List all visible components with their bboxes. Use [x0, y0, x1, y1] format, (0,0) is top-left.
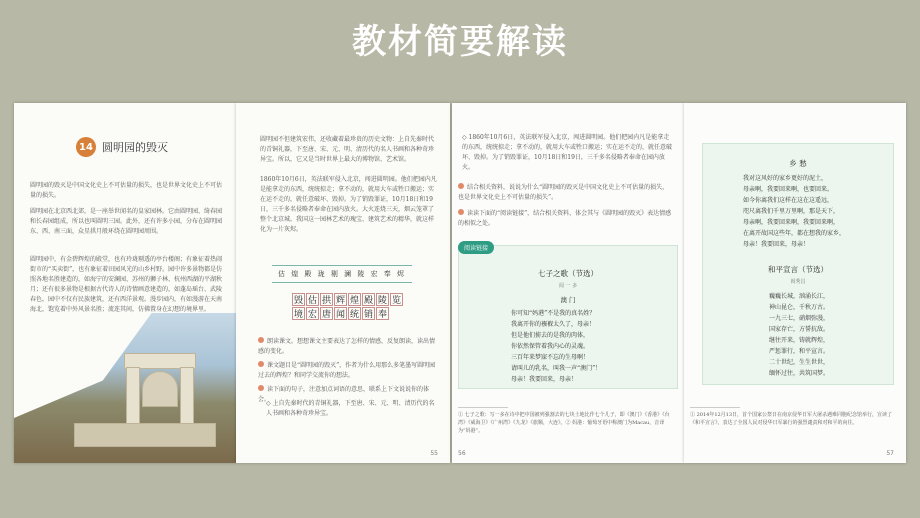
question-3-sentence: ◇ 上自先秦时代的青铜礼器，下至唐、宋、元、明、清历代的名人书画和各种奇珍异宝。 — [266, 400, 435, 417]
poem2-author: 阎秀昌 — [790, 279, 806, 285]
question-5: 读读下面的“阅读链接”，结合相关资料，体会其与《圆明园的毁灭》表达情感的相似之处。 — [458, 210, 672, 227]
poem1-title: 乡 愁 — [789, 159, 807, 168]
poem-line: 母亲啊，我要回来啊，我要回来啊， — [743, 219, 840, 226]
reading-link-badge: 阅读链接 — [458, 241, 494, 254]
footnote-divider — [690, 407, 740, 408]
grid-character: 陵 — [376, 293, 389, 306]
grid-character: 奉 — [376, 307, 389, 320]
poem-line: 巍巍长城，汹涌长江， — [769, 293, 830, 300]
lesson-title: 圆明园的毁灭 — [102, 141, 168, 154]
poem-line: 你可知“妈港”不是我的真名姓？ — [511, 310, 596, 317]
question-1: 朗读课文。想想课文主要表达了怎样的情感，反复朗读，读出情感的变化。 — [258, 338, 436, 355]
grid-character: 宏 — [306, 307, 319, 320]
poem-line: 母亲啊，我要回来啊，也要回来。 — [743, 186, 834, 193]
poem-line: 三百年来梦寐不忘的生母啊！ — [511, 354, 590, 361]
poem-lines — [459, 308, 677, 385]
poem-line: 二十世纪，生生世世， — [769, 359, 830, 366]
grid-character: 唐 — [320, 307, 333, 320]
question-4: 结合相关资料，说说为什么“圆明园的毁灭是中国文化史上不可估量的损失，也是世界文化史上不可估量的损失”。 — [458, 184, 669, 201]
lesson-heading — [76, 137, 168, 157]
grid-character: 销 — [362, 307, 375, 320]
lesson-number-badge: 14 — [76, 137, 96, 157]
bullet-icon — [258, 337, 264, 343]
poem-author: 闻 一 多 — [558, 283, 578, 289]
grid-character: 览 — [390, 293, 403, 306]
new-characters-line: 估 煌 殿 珑 剔 澜 陵 宏 奉 烬 — [272, 265, 412, 283]
write-characters-grid — [292, 293, 403, 320]
poem2-lines — [703, 291, 893, 379]
grid-character: 煌 — [348, 293, 361, 306]
bullet-icon — [258, 361, 264, 367]
ruins-photo — [14, 313, 236, 463]
poem-line: 母亲！我要回来，母亲！ — [743, 241, 810, 248]
paragraph-4: 圆明园不但建筑宏伟，还收藏着最珍贵的历史文物：上自先秦时代的青铜礼器，下至唐、宋、元、明、清历代的名人书画和各种奇珍异宝。所以，它又是当时世界上最大的博物馆、艺术馆。 — [260, 136, 435, 163]
bullet-icon — [458, 183, 464, 189]
grid-character: 统 — [348, 307, 361, 320]
grid-character: 辉 — [334, 293, 347, 306]
poem-line: 你依然保管着我内心的灵魂。 — [511, 343, 590, 350]
poem2-title: 和平宣言（节选） — [768, 265, 828, 274]
poem-line: 请叫儿的乳名，叫我一声“澳门”！ — [511, 365, 602, 372]
ruin-rubble — [74, 423, 216, 447]
poem-line: 继往开来，铸就辉煌， — [769, 337, 830, 344]
poem-line: 如今你离我们这样在这在这遥远， — [743, 197, 834, 204]
question-3: 读下面的句子，注意加点词语的意思，联系上下文说说你的体会。 — [258, 386, 430, 403]
footnote: ① 2014年12月13日，首个国家公祭日在南京侵华日军大屠杀遇难同胞纪念馆举行，宣读了《和平宣言》，表达了全国人民对侵华日军暴行的强烈谴责和对和平的向往。 — [690, 412, 893, 426]
poem-line: 但是他们掳去的是我的肉体， — [511, 332, 590, 339]
poem-line: 母亲！我要回来，母亲！ — [511, 376, 578, 383]
page-number: 55 — [430, 450, 438, 457]
paragraph-3: 圆明园中，有金碧辉煌的殿堂，也有玲珑剔透的亭台楼阁；有象征着热闹街市的“买卖街”，也有象征着田园风光的山乡村野。园中许多景物都是仿照各地名胜建造的，如海宁的安澜园、苏州的狮子林、杭州西湖的平湖秋月；还有很多景物是根据古代诗人的诗情画意建造的，如蓬岛瑶台、武陵春色。园中不仅有民族建筑，还有西洋景观。漫步园内，有如漫游在天南海北，饱览着中外风景名胜；流连其间，仿佛置身在幻想的境界里。 — [30, 256, 223, 313]
page-number: 56 — [458, 450, 466, 457]
grid-character: 拱 — [320, 293, 333, 306]
grid-character: 毁 — [292, 293, 305, 306]
footnote-divider — [458, 407, 508, 408]
grid-character: 估 — [306, 293, 319, 306]
poem-line: 一九三七，硝烟弥漫， — [769, 315, 830, 322]
poem-line: 缅怀过往，共筑国梦。 — [769, 370, 830, 377]
grid-character: 闻 — [334, 307, 347, 320]
reading-link-box — [458, 245, 678, 389]
footnotes: ① 七子之歌：写一多在诗中把中国被列强割去的七块土地比作七个儿子，即《澳门》《香港》《台湾》《威海卫》《广州湾》《九龙》《旅顺，大连》。② 妈港：葡萄牙语中称澳门为Macau，音译为“妈港”。 — [458, 412, 670, 434]
textbook-page-4 — [684, 103, 906, 463]
poem-line: 我离开你的襁褓太久了，母亲！ — [511, 321, 596, 328]
poem-line: 严惩罪行，和平宣言。 — [769, 348, 830, 355]
ruin-pillar — [180, 367, 194, 429]
poem-line: 神山昆仑，千秋万古。 — [769, 304, 830, 311]
poem-line: 在离开故国这些年，都在想我的家乡， — [743, 230, 846, 237]
textbook-page-3 — [452, 103, 684, 463]
bullet-icon — [258, 385, 264, 391]
paragraph-5: 1860年10月6日，英法联军侵入北京，闯进圆明园。他们把园内凡是能拿走的东西，统统掠走；拿不动的，就用大车或牲口搬运；实在运不走的，就任意破坏、毁掉。为了销毁罪证，10月18日和19日，三千多名侵略者奉命在园内放火。大火连烧三天，烟云笼罩了整个北京城。我国这一园林艺术的瑰宝、建筑艺术的精华，就这样化为一片灰烬。 — [260, 176, 437, 233]
ruin-arch — [142, 371, 178, 407]
quoted-sentence: ◇ 1860年10月6日，英法联军侵入北京，闯进圆明园。他们把园内凡是能拿走的东西，统统掠走；拿不动的，就用大车或牲口搬运；实在运不走的，就任意破坏、毁掉。为了销毁罪证，10月18日和19日，三千多名侵略者奉命在园内放火。 — [462, 134, 673, 171]
poem1-lines — [703, 173, 893, 250]
textbook-page-2 — [236, 103, 450, 463]
paragraph-2: 圆明园在北京西北郊，是一座举世闻名的皇家园林。它由圆明园、绮春园和长春园组成，所以也叫圆明三园。此外，还有许多小园，分布在圆明园东、西、南三面，众星拱月般环绕在圆明园周围。 — [30, 208, 223, 235]
grid-character: 境 — [292, 307, 305, 320]
poem-line: 咫尺离我们千里万里啊，那是天下， — [743, 208, 840, 215]
bullet-icon — [458, 209, 464, 215]
question-2: 课文题目是“圆明园的毁灭”，作者为什么用那么多笔墨写圆明园过去的辉煌？和同学交流你的想法。 — [258, 362, 436, 379]
page-number: 57 — [886, 450, 894, 457]
slide-title: 教材简要解读 — [352, 22, 568, 62]
poem-box — [702, 143, 894, 385]
poem-subtitle: 澳 门 — [560, 296, 576, 304]
poem-line: 国家存亡，方誓抗敌。 — [769, 326, 830, 333]
paragraph-1: 圆明园的毁灭是中国文化史上不可估量的损失，也是世界文化史上不可估量的损失。 — [30, 182, 223, 199]
poem-title: 七子之歌（节选） — [538, 269, 598, 278]
grid-character: 殿 — [362, 293, 375, 306]
textbook-page-1 — [14, 103, 236, 463]
poem-line: 我对这风好的家乡更好的泥土， — [743, 175, 828, 182]
ruin-pillar — [126, 367, 140, 429]
